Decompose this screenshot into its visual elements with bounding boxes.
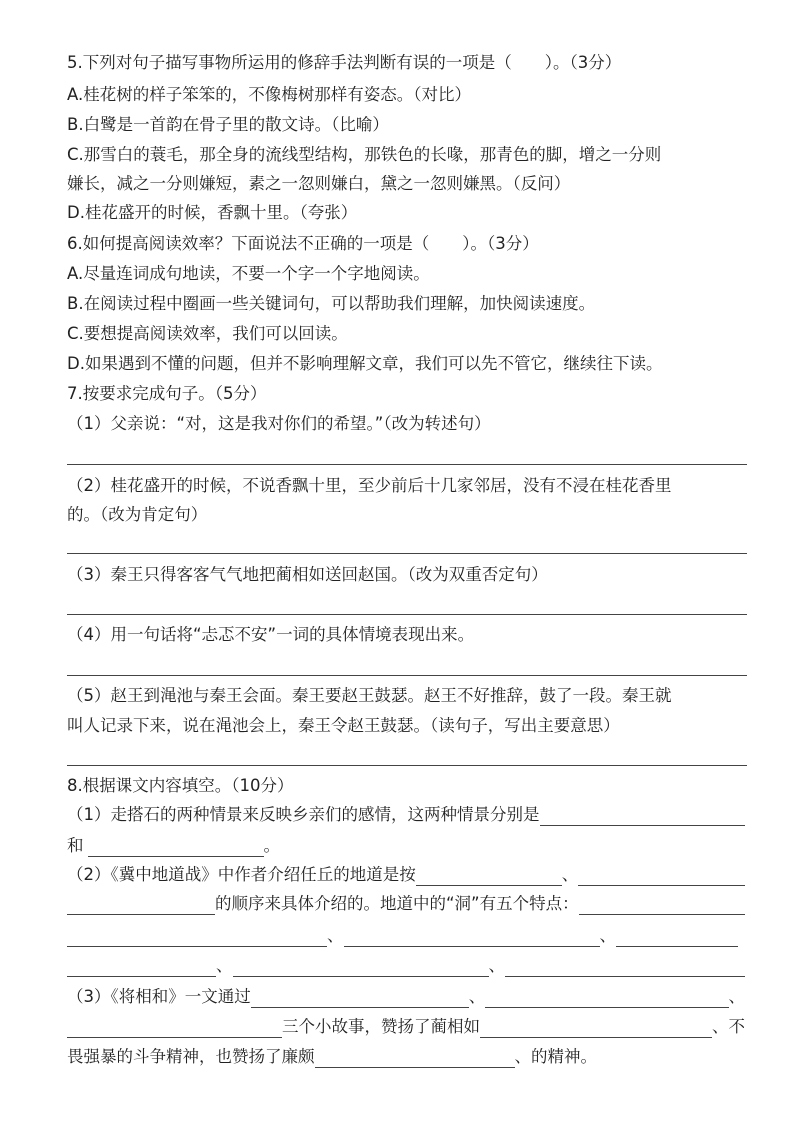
q8-part1-and: 和 (67, 836, 84, 855)
separator: 、 (599, 926, 616, 945)
q8-part3-text: （3）《将相和》一文通过 (67, 987, 251, 1006)
fill-blank[interactable] (578, 867, 745, 886)
q8-part2-text: （2）《冀中地道战》中作者介绍任丘的地道是按 (67, 865, 416, 884)
q8-part3-line3 (67, 1046, 745, 1068)
q5-option-c-line2: 嫌长，减之一分则嫌短，素之一忽则嫌白，黛之一忽则嫌黑。（反问） (67, 174, 571, 193)
answer-line-4[interactable] (67, 675, 747, 676)
q7-sentence-4: （4）用一句话将“忐忑不安”一词的具体情境表现出来。 (67, 625, 475, 644)
fill-blank[interactable] (485, 989, 728, 1008)
q7-sentence-3: （3）秦王只得客客气气地把蔺相如送回赵国。（改为双重否定句） (67, 565, 548, 584)
separator: 、 (561, 865, 579, 884)
q8-part2-line2 (67, 893, 745, 915)
q8-part1-line1 (67, 804, 745, 826)
fill-blank[interactable] (67, 958, 216, 977)
separator: 、 (468, 987, 486, 1006)
answer-line-2[interactable] (67, 553, 747, 554)
q6-option-d: D.如果遇到不懂的问题，但并不影响理解文章，我们可以先不管它，继续往下读。 (67, 354, 663, 373)
fill-blank[interactable] (505, 958, 745, 977)
fill-blank[interactable] (315, 1049, 515, 1068)
fill-blank[interactable] (67, 896, 215, 915)
q5-option-d: D.桂花盛开的时候，香飘十里。（夸张） (67, 203, 358, 222)
fill-blank[interactable] (67, 928, 327, 947)
q6-option-b: B.在阅读过程中圈画一些关键词句，可以帮助我们理解，加快阅读速度。 (67, 294, 596, 313)
answer-line-3[interactable] (67, 614, 747, 615)
q5-option-a: A.桂花树的样子笨笨的，不像梅树那样有姿态。（对比） (67, 85, 471, 104)
q8-part1-text: （1）走搭石的两种情景来反映乡亲们的感情，这两种情景分别是 (67, 805, 540, 824)
q6-option-a: A.尽量连词成句地读，不要一个字一个字地阅读。 (67, 264, 430, 283)
fill-blank[interactable] (67, 1019, 282, 1038)
q8-part1-period: 。 (263, 836, 280, 855)
q8-part2-line3 (67, 925, 745, 947)
q8-part3-text5: 、的精神。 (514, 1047, 597, 1066)
separator: 、 (327, 926, 344, 945)
q8-part3-line2 (67, 1016, 745, 1038)
q8-part2-text2: 的顺序来具体介绍的。地道中的“洞”有五个特点： (215, 894, 579, 913)
q8-part3-text3: 、不 (712, 1017, 745, 1036)
answer-line-5[interactable] (67, 765, 747, 766)
q5-stem: 5.下列对句子描写事物所运用的修辞手法判断有误的一项是（ ）。（3分） (67, 53, 622, 72)
q8-part3-text4: 畏强暴的斗争精神，也赞扬了廉颇 (67, 1047, 315, 1066)
answer-line-1[interactable] (67, 464, 747, 465)
q7-sentence-2-line1: （2）桂花盛开的时候，不说香飘十里，至少前后十几家邻居，没有不浸在桂花香里 (67, 476, 672, 495)
q8-part2-line1 (67, 864, 745, 886)
q7-sentence-2-line2: 的。（改为肯定句） (67, 505, 208, 524)
q6-option-c: C.要想提高阅读效率，我们可以回读。 (67, 324, 348, 343)
separator: 、 (216, 956, 233, 975)
fill-blank[interactable] (480, 1019, 712, 1038)
q8-part3-line1 (67, 986, 745, 1008)
fill-blank[interactable] (251, 989, 469, 1008)
q7-sentence-5-line2: 叫人记录下来，说在渑池会上，秦王令赵王鼓瑟。（读句子，写出主要意思） (67, 716, 620, 735)
q6-stem: 6.如何提高阅读效率？下面说法不正确的一项是（ ）。（3分） (67, 234, 539, 253)
q8-stem: 8.根据课文内容填空。（10分） (67, 776, 294, 795)
q7-sentence-1: （1）父亲说：“对，这是我对你们的希望。”（改为转述句） (67, 414, 491, 433)
fill-blank[interactable] (416, 867, 562, 886)
q8-part2-line4 (67, 955, 745, 977)
q8-part3-text2: 三个小故事，赞扬了蔺相如 (282, 1017, 480, 1036)
fill-blank[interactable] (540, 807, 746, 826)
fill-blank[interactable] (579, 896, 745, 915)
separator: 、 (488, 956, 505, 975)
q7-stem: 7.按要求完成句子。（5分） (67, 384, 267, 403)
q8-part1-line2 (67, 835, 745, 857)
q5-option-c-line1: C.那雪白的蓑毛，那全身的流线型结构，那铁色的长喙，那青色的脚，增之一分则 (67, 145, 662, 164)
q5-option-b: B.白鹭是一首韵在骨子里的散文诗。（比喻） (67, 115, 389, 134)
fill-blank[interactable] (616, 928, 738, 947)
q7-sentence-5-line1: （5）赵王到渑池与秦王会面。秦王要赵王鼓瑟。赵王不好推辞，鼓了一段。秦王就 (67, 686, 672, 705)
fill-blank[interactable] (88, 838, 264, 857)
fill-blank[interactable] (344, 928, 600, 947)
separator: 、 (728, 987, 745, 1006)
fill-blank[interactable] (233, 958, 489, 977)
